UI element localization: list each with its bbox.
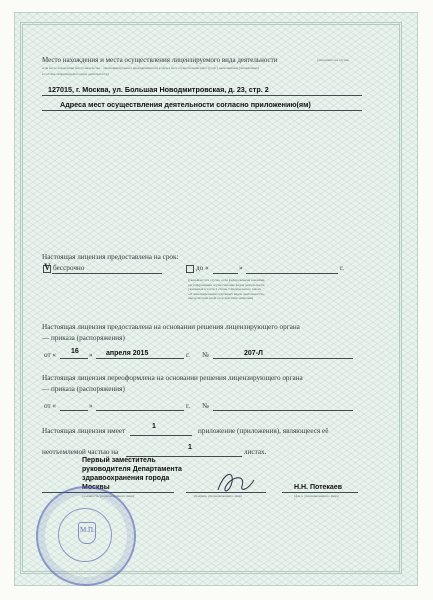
term-footnote-5: предусмотрен иной срок действия лицензии) xyxy=(188,296,254,301)
basis-year-suffix: г. xyxy=(186,351,190,359)
reissue-number-label: № xyxy=(202,402,209,410)
official-stamp xyxy=(36,486,136,586)
until-checkbox xyxy=(186,265,194,273)
basis-day: 16 xyxy=(71,348,79,355)
position-caption: (должность уполномоченного лица) xyxy=(82,494,134,498)
signer-position-3: здравоохранения города xyxy=(82,475,170,482)
location-note-1: (заполняется в случае, xyxy=(317,58,350,62)
name-underline xyxy=(282,492,358,493)
term-footnote-2: регулирующими осуществление видов деятельности, xyxy=(188,282,266,287)
reissue-from-label: от « xyxy=(44,402,57,410)
term-footnote-1: (указывается в случае, если федеральными законами, xyxy=(188,278,266,282)
appendix-count-line xyxy=(130,435,192,436)
reissue-line-2: — приказа (распоряжения) xyxy=(42,385,125,393)
reissue-day-line xyxy=(60,410,88,411)
signer-name: Н.Н. Потекаев xyxy=(294,484,342,491)
appendix-has-suffix: приложение (приложения), являющееся её xyxy=(198,427,329,435)
basis-quote-close: » xyxy=(89,351,93,359)
signer-position-2: руководителя Департамента xyxy=(82,466,182,473)
handwritten-signature xyxy=(212,468,260,498)
address-appendix-underline xyxy=(42,110,362,111)
indefinite-label: бессрочно xyxy=(53,264,85,272)
basis-from-label: от « xyxy=(44,351,57,359)
address-underline xyxy=(42,95,362,96)
signer-position-1: Первый заместитель xyxy=(82,457,156,464)
until-prefix: до « xyxy=(196,264,209,272)
basis-number: 207-Л xyxy=(244,350,263,357)
location-title: Место нахождения и места осуществления лицензируемого вида деятельности xyxy=(42,56,278,64)
reissue-year-suffix: г. xyxy=(186,402,190,410)
appendix-has-prefix: Настоящая лицензия имеет xyxy=(42,427,126,435)
basis-line-2: — приказа (распоряжения) xyxy=(42,334,125,342)
location-note-2: если место нахождения (места жительства – для индивидуального предпринимателя) и адреса мест осуществления работ (услуг), выполняемых (оказываемых) xyxy=(42,66,259,70)
until-year-suffix: г. xyxy=(340,264,344,272)
name-caption: (ф.и.о. уполномоченного лица) xyxy=(294,494,339,498)
address-appendix-note: Адреса мест осуществления деятельности согласно приложению(ям) xyxy=(60,100,311,109)
until-month-line xyxy=(246,273,338,274)
indefinite-underline xyxy=(52,273,162,274)
basis-line-1: Настоящая лицензия предоставлена на основании решения лицензирующего органа xyxy=(42,323,300,331)
basis-day-line xyxy=(60,358,88,359)
signature-caption: (подпись уполномоченного лица) xyxy=(194,494,243,498)
basis-number-line xyxy=(213,358,353,359)
reissue-month-line xyxy=(96,410,184,411)
term-label: Настоящая лицензия предоставлена на срок: xyxy=(42,253,179,261)
appendix-sheets: 1 xyxy=(188,444,192,451)
license-address: 127015, г. Москва, ул. Большая Новодмитровская, д. 23, стр. 2 xyxy=(48,85,269,94)
until-quote-close: » xyxy=(239,264,243,272)
reissue-quote-close: » xyxy=(89,402,93,410)
appendix-count: 1 xyxy=(152,423,156,430)
reissue-line-1: Настоящая лицензия переоформлена на основании решения лицензирующего органа xyxy=(42,374,303,382)
reissue-number-line xyxy=(213,410,353,411)
basis-month-year: апреля 2015 xyxy=(106,350,149,357)
signer-position-4: Москвы xyxy=(82,484,110,491)
basis-number-label: № xyxy=(202,351,209,359)
term-footnote-3: указанных в части 4 статьи 1 Федерального закона xyxy=(188,287,262,292)
appendix-part-prefix: неотъемлемой частью на xyxy=(42,448,119,456)
check-mark: V xyxy=(44,262,51,272)
stamp-letter: М.П. xyxy=(80,526,95,534)
location-note-3: в составе лицензируемого вида деятельности) xyxy=(42,72,109,76)
basis-month-line xyxy=(96,358,184,359)
until-day-line xyxy=(213,273,238,274)
appendix-part-suffix: листах. xyxy=(244,448,267,456)
term-footnote-4: «О лицензировании отдельных видов деятельности», xyxy=(188,291,265,296)
